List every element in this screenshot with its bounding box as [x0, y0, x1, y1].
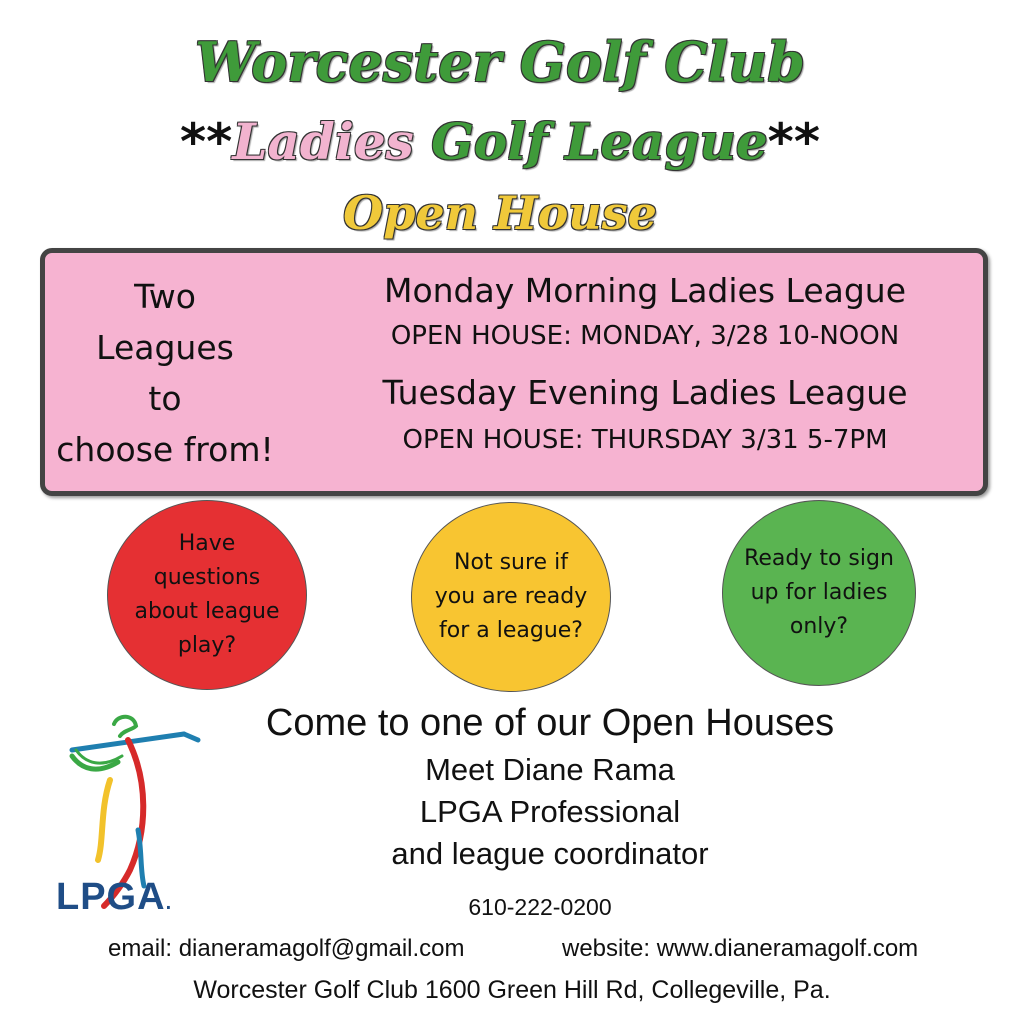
- open-house-title: Open House: [343, 186, 657, 240]
- two-leagues-intro: [45, 271, 285, 475]
- lpga-dot: .: [165, 892, 173, 914]
- stars-right: **: [767, 113, 820, 171]
- intro-line: Two: [134, 277, 196, 316]
- league1-name: Monday Morning Ladies League: [383, 271, 907, 310]
- league2-open-house: OPEN HOUSE: THURSDAY 3/31 5-7PM: [402, 425, 888, 455]
- email-text: email: dianeramagolf@gmail.com: [108, 935, 465, 962]
- league-title: [0, 112, 1000, 171]
- not-sure-circle-text: Not sure if you are ready for a league?: [434, 550, 588, 643]
- open-houses-headline: Come to one of our Open Houses: [265, 702, 835, 744]
- coordinator-line: and league coordinator: [391, 836, 709, 871]
- intro-line: Leagues: [96, 328, 234, 367]
- club-title: Worcester Golf Club: [194, 30, 806, 94]
- pro-role-line: LPGA Professional: [419, 794, 681, 829]
- meet-pro-line: Meet Diane Rama: [425, 752, 675, 787]
- not-sure-circle: [411, 502, 611, 692]
- intro-line: choose from!: [56, 430, 274, 469]
- sign-up-circle: [722, 500, 916, 686]
- lpga-wordmark: LPGA: [56, 876, 166, 918]
- league-title-ladies: Ladies: [232, 112, 414, 171]
- intro-line: to: [148, 379, 182, 418]
- stars-left: **: [180, 113, 233, 171]
- address-text: Worcester Golf Club 1600 Green Hill Rd, Collegeville, Pa.: [193, 976, 831, 1004]
- league1-open-house: OPEN HOUSE: MONDAY, 3/28 10-NOON: [390, 321, 900, 351]
- website-text: website: www.dianeramagolf.com: [562, 935, 919, 962]
- league-title-golf-league: Golf League: [413, 112, 768, 171]
- league2-name: Tuesday Evening Ladies League: [382, 373, 908, 412]
- phone-number: 610-222-0200: [468, 894, 612, 920]
- leagues-box: [40, 248, 988, 496]
- lpga-logo-text: [56, 876, 172, 919]
- questions-circle-text: Have questions about league play?: [134, 531, 280, 658]
- sign-up-circle-text: Ready to sign up for ladies only?: [744, 546, 894, 639]
- questions-circle: [107, 500, 307, 690]
